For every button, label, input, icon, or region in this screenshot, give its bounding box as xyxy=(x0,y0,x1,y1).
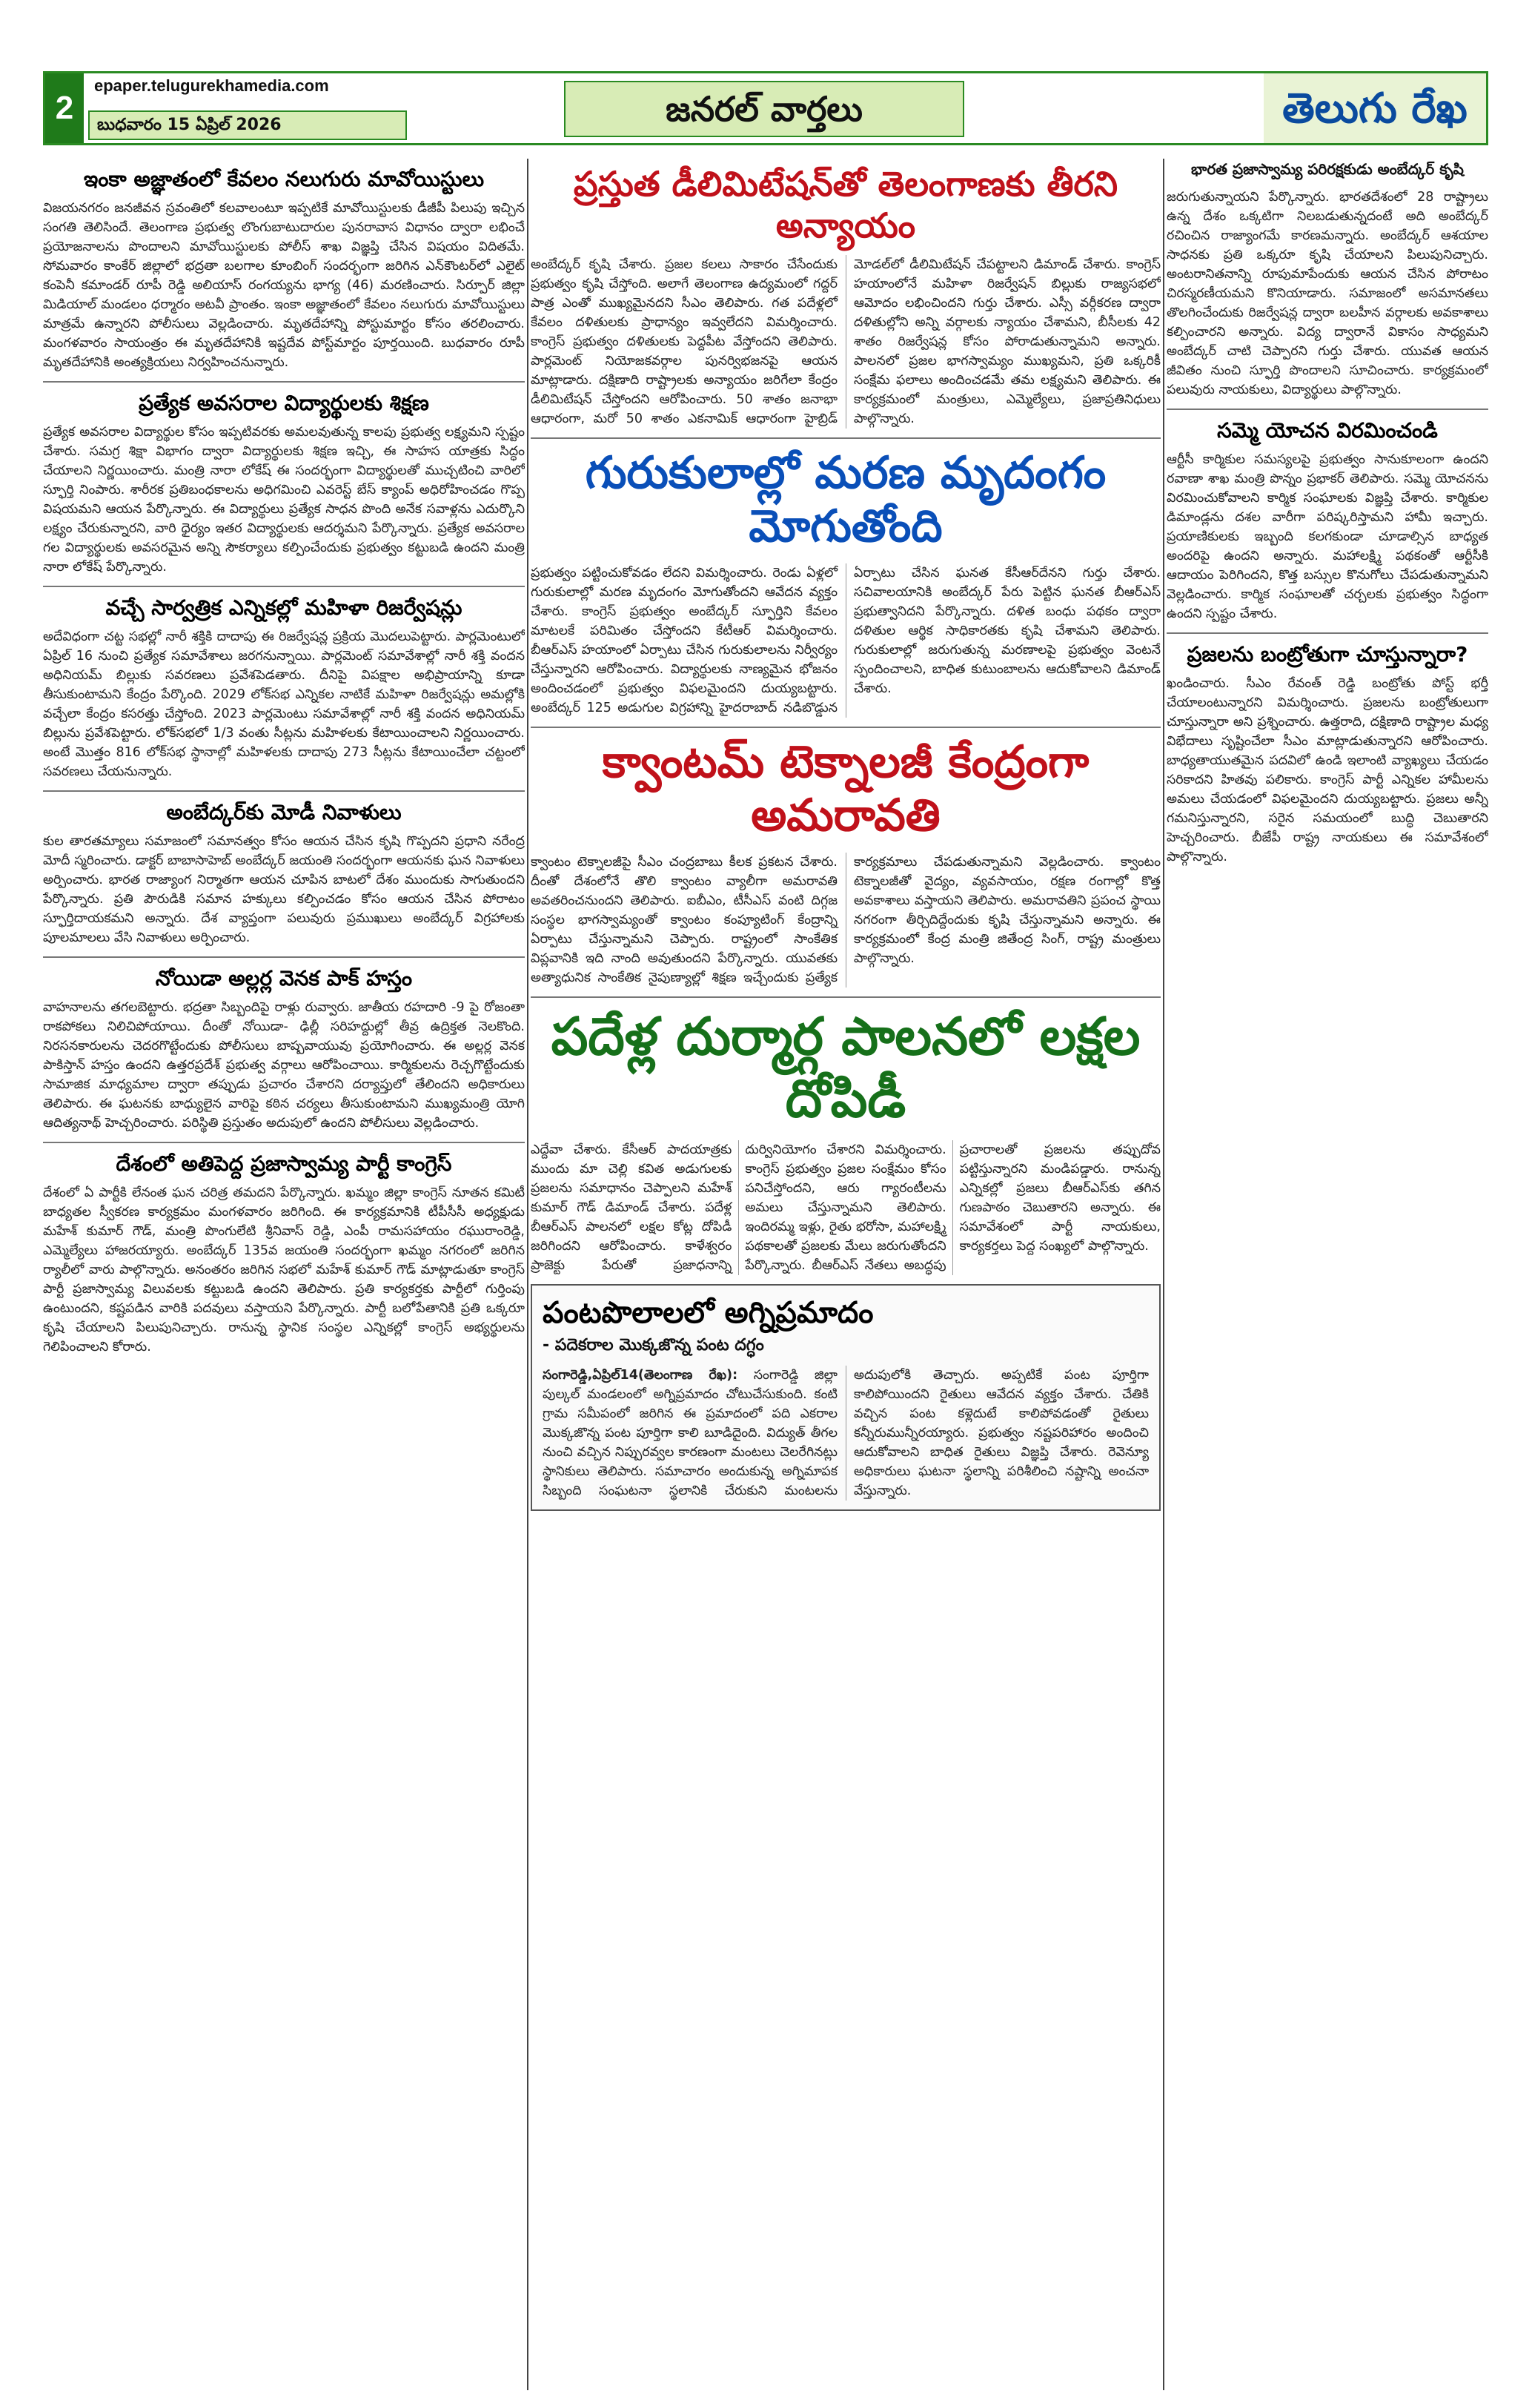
story-bantrotu xyxy=(1167,641,1488,867)
divider xyxy=(1167,632,1488,634)
story-strike xyxy=(1167,417,1488,624)
middle-column xyxy=(531,159,1161,2390)
story-modi-tribute xyxy=(43,799,525,947)
story-body xyxy=(543,1366,1149,1501)
story-body: క్వాంటం టెక్నాలజీపై సీఎం చంద్రబాబు కీలక ప్రకటన చేశారు. దీంతో దేశంలోనే తొలి క్వాంటం వ్యాలీగా అమరావతి అవతరించనుందని తెలిపారు. ఐబీఎం, టీసీఎస్ వంటి దిగ్గజ సంస్థల భాగస్వామ్యంతో క్వాంటం కంప్యూటింగ్ కేంద్రాన్ని ఏర్పాటు చేస్తున్నామని చెప్పారు. రాష్ట్రంలో సాంకేతిక విప్లవానికి ఇది నాంది అవుతుందని పేర్కొన్నారు. యువతకు అత్యాధునిక సాంకేతిక నైపుణ్యాల్లో శిక్షణ ఇచ్చేందుకు ప్రత్యేక కార్యక్రమాలు చేపడుతున్నామని వెల్లడించారు. క్వాంటం టెక్నాలజీతో వైద్యం, వ్యవసాయం, రక్షణ రంగాల్లో కొత్త అవకాశాలు వస్తాయని తెలిపారు. అమరావతిని ప్రపంచ స్థాయి నగరంగా తీర్చిదిద్దేందుకు కృషి చేస్తున్నామని అన్నారు. ఈ కార్యక్రమంలో కేంద్ర మంత్రి జితేంద్ర సింగ్, రాష్ట్ర మంత్రులు పాల్గొన్నారు. xyxy=(531,855,1161,985)
story-headline[interactable]: క్వాంటమ్ టెక్నాలజీ కేంద్రంగా అమరావతి xyxy=(602,736,1090,841)
story-headline[interactable]: అంబేద్కర్‌కు మోడీ నివాళులు xyxy=(166,800,402,824)
story-headline[interactable]: ప్రజలను బంట్రోతుగా చూస్తున్నారా? xyxy=(1187,642,1468,666)
right-column xyxy=(1167,159,1488,2390)
story-headline[interactable]: భారత ప్రజాస్వామ్య పరిరక్షకుడు అంబేద్కర్ కృషి xyxy=(1191,160,1464,178)
story-body: ఆర్టీసీ కార్మికుల సమస్యలపై ప్రభుత్వం సానుకూలంగా ఉందని రవాణా శాఖ మంత్రి పొన్నం ప్రభాకర్ తెలిపారు. సమ్మె యోచనను విరమించుకోవాలని కార్మిక సంఘాలకు విజ్ఞప్తి చేశారు. కార్మికుల డిమాండ్లను దశల వారీగా పరిష్కరిస్తామని హామీ ఇచ్చారు. ప్రయాణికులకు ఇబ్బంది కలగకుండా చూడాల్సిన బాధ్యత అందరిపై ఉందని అన్నారు. మహాలక్ష్మి పథకంతో ఆర్టీసీకి ఆదాయం పెరిగిందని, కొత్త బస్సుల కొనుగోలు చేపడుతున్నామని వెల్లడించారు. కార్మిక సంఘాలతో చర్చలకు ప్రభుత్వం సిద్ధంగా ఉందని స్పష్టం చేశారు. xyxy=(1167,452,1488,621)
divider xyxy=(43,956,525,958)
story-congress xyxy=(43,1151,525,1357)
story-noida-riots xyxy=(43,965,525,1133)
divider xyxy=(531,996,1161,998)
story-body: ఎద్దేవా చేశారు. కేసీఆర్ పాదయాత్రకు ముందు మా చెల్లి కవిత అడుగులకు ప్రజలను సమాధానం చెప్పాలని మహేశ్ కుమార్ గౌడ్ డిమాండ్ చేశారు. పదేళ్ల బీఆర్ఎస్ పాలనలో లక్షల కోట్ల దోపిడీ జరిగిందని ఆరోపించారు. కాళేశ్వరం ప్రాజెక్టు పేరుతో ప్రజాధనాన్ని దుర్వినియోగం చేశారని విమర్శించారు. కాంగ్రెస్ ప్రభుత్వం ప్రజల సంక్షేమం కోసం పనిచేస్తోందని, ఆరు గ్యారంటీలను అమలు చేస్తున్నామని తెలిపారు. ఇందిరమ్మ ఇళ్లు, రైతు భరోసా, మహాలక్ష్మి పథకాలతో ప్రజలకు మేలు జరుగుతోందని పేర్కొన్నారు. బీఆర్ఎస్ నేతలు అబద్ధపు ప్రచారాలతో ప్రజలను తప్పుదోవ పట్టిస్తున్నారని మండిపడ్డారు. రానున్న ఎన్నికల్లో ప్రజలు బీఆర్ఎస్‌కు తగిన గుణపాఠం చెబుతారని అన్నారు. ఈ సమావేశంలో పార్టీ నాయకులు, కార్యకర్తలు పెద్ద సంఖ్యలో పాల్గొన్నారు. xyxy=(531,1142,1161,1273)
story-headline[interactable]: పదేళ్ల దుర్మార్గ పాలనలో లక్షల దోపిడీ xyxy=(551,1006,1141,1129)
story-body: ప్రభుత్వం పట్టించుకోవడం లేదని విమర్శించారు. రెండు ఏళ్లలో గురుకులాల్లో మరణ మృదంగం మోగుతోందని ఆవేదన వ్యక్తం చేశారు. కాంగ్రెస్ ప్రభుత్వం అంబేద్కర్ స్ఫూర్తిని కేవలం మాటలకే పరిమితం చేస్తోందని కేటీఆర్ విమర్శించారు. బీఆర్ఎస్ హయాంలో ఏర్పాటు చేసిన గురుకులాలను నిర్వీర్యం చేస్తున్నారని ఆరోపించారు. విద్యార్థులకు నాణ్యమైన భోజనం అందించడంలో ప్రభుత్వం విఫలమైందని దుయ్యబట్టారు. అంబేద్కర్ 125 అడుగుల విగ్రహాన్ని హైదరాబాద్ నడిబొడ్డున ఏర్పాటు చేసిన ఘనత కేసీఆర్‌దేనని గుర్తు చేశారు. సచివాలయానికి అంబేద్కర్ పేరు పెట్టిన ఘనత బీఆర్ఎస్ ప్రభుత్వానిదని పేర్కొన్నారు. దళిత బంధు పథకం ద్వారా దళితుల ఆర్థిక సాధికారతకు కృషి చేశామని తెలిపారు. గురుకులాల్లో జరుగుతున్న మరణాలపై ప్రభుత్వం వెంటనే స్పందించాలని, బాధిత కుటుంబాలను ఆదుకోవాలని డిమాండ్ చేశారు. xyxy=(531,566,1161,715)
column-divider xyxy=(1163,159,1164,2390)
story-delimitation xyxy=(531,163,1161,429)
story-body: ఖండించారు. సీఎం రేవంత్ రెడ్డి బంట్రోతు పోస్ట్ భర్తీ చేయాలంటున్నారని విమర్శించారు. ప్రజలను బంట్రోతులుగా చూస్తున్నారా అని ప్రశ్నించారు. ఉత్తరాది, దక్షిణాది రాష్ట్రాల మధ్య విభేదాలు సృష్టించేలా సీఎం మాట్లాడుతున్నారని ఆరోపించారు. బాధ్యతాయుతమైన పదవిలో ఉండి ఇలాంటి వ్యాఖ్యలు చేయడం సరికాదని హితవు పలికారు. కాంగ్రెస్ పార్టీ ఎన్నికల హామీలను అమలు చేయడంలో విఫలమైందని దుయ్యబట్టారు. ప్రజలు అన్నీ గమనిస్తున్నారని, సరైన సమయంలో బుద్ధి చెబుతారని హెచ్చరించారు. బీజేపీ రాష్ట్ర నాయకులు ఈ సమావేశంలో పాల్గొన్నారు. xyxy=(1167,676,1488,864)
divider xyxy=(43,790,525,792)
story-text: సంగారెడ్డి జిల్లా పుల్కల్ మండలంలో అగ్నిప్రమాదం చోటుచేసుకుంది. కంటి గ్రామ సమీపంలో జరిగిన ఈ ప్రమాదంలో పది ఎకరాల మొక్కజొన్న పంట పూర్తిగా కాలి బూడిదైంది. విద్యుత్ తీగల నుంచి వచ్చిన నిప్పురవ్వల కారణంగా మంటలు చెలరేగినట్లు స్థానికులు తెలిపారు. సమాచారం అందుకున్న అగ్నిమాపక సిబ్బంది సంఘటనా స్థలానికి చేరుకుని మంటలను అదుపులోకి తెచ్చారు. అప్పటికే పంట పూర్తిగా కాలిపోయిందని రైతులు ఆవేదన వ్యక్తం చేశారు. చేతికి వచ్చిన పంట కళ్లెదుటే కాలిపోవడంతో రైతులు కన్నీరుమున్నీరయ్యారు. ప్రభుత్వం నష్టపరిహారం అందించి ఆదుకోవాలని బాధిత రైతులు విజ్ఞప్తి చేశారు. రెవెన్యూ అధికారులు ఘటనా స్థలాన్ని పరిశీలించి నష్టాన్ని అంచనా వేస్తున్నారు. xyxy=(543,1368,1149,1498)
column-divider xyxy=(527,159,528,2390)
story-gurukul xyxy=(531,446,1161,718)
site-url[interactable]: epaper.telugurekhamedia.com xyxy=(94,76,329,95)
masthead xyxy=(43,71,1488,145)
story-headline[interactable]: గురుకులాల్లో మరణ మృదంగం మోగుతోంది xyxy=(585,447,1107,552)
story-misrule xyxy=(531,1005,1161,1275)
story-ambedkar xyxy=(1167,160,1488,400)
story-headline[interactable]: దేశంలో అతిపెద్ద ప్రజాస్వామ్య పార్టీ కాంగ్రెస్ xyxy=(116,1151,452,1176)
story-body: ప్రత్యేక అవసరాల విద్యార్థుల కోసం ఇప్పటివరకు అమలవుతున్న కాలపు ప్రభుత్వ లక్ష్యమని స్పష్టం చేశారు. సమగ్ర శిక్షా విభాగం ద్వారా విద్యార్థులకు శిక్షణ ఇచ్చి, ఈ సాహస యాత్రకు సిద్ధం చేయాలని నిర్ణయించారు. మంత్రి నారా లోకేష్ ఈ సందర్భంగా విద్యార్థులతో ముచ్చటించి వారిలో స్ఫూర్తి నింపారు. శారీరక ప్రతిబంధకాలను అధిగమించి ఎవరెస్ట్ బేస్ క్యాంప్ అధిరోహించడం గొప్ప విషయమని ఆయన పేర్కొన్నారు. ఈ విద్యార్థులు ప్రత్యేక సాధన పొంది అనేక సవాళ్లను ఎదుర్కొని లక్ష్యం చేరుకున్నారని, వారి ధైర్యం ఇతర విద్యార్థులకు ఆదర్శమని పేర్కొన్నారు. ప్రత్యేక అవసరాల గల విద్యార్థులకు అవసరమైన అన్ని సౌకర్యాలు కల్పించేందుకు ప్రభుత్వం కట్టుబడి ఉందని మంత్రి నారా లోకేష్ పేర్కొన్నారు. xyxy=(43,425,525,575)
divider xyxy=(531,727,1161,728)
story-maoists xyxy=(43,166,525,372)
story-body: అంబేద్కర్ కృషి చేశారు. ప్రజల కలలు సాకారం చేసేందుకు ప్రభుత్వం కృషి చేస్తోంది. అలాగే తెలంగాణ ఉద్యమంలో గద్దర్ పాత్ర ఎంతో ముఖ్యమైనదని సీఎం తెలిపారు. గత పదేళ్లలో కేవలం దళితులకు ప్రాధాన్యం ఇవ్వలేదని విమర్శించారు. కాంగ్రెస్ ప్రభుత్వం దళితులకు పెద్దపీట వేస్తోందని తెలిపారు. పార్లమెంట్ నియోజకవర్గాల పునర్విభజనపై ఆయన మాట్లాడారు. దక్షిణాది రాష్ట్రాలకు అన్యాయం జరిగేలా కేంద్రం డీలిమిటేషన్ చేస్తోందని ఆరోపించారు. 50 శాతం జనాభా ఆధారంగా, మరో 50 శాతం ఎకనామిక్ ఆధారంగా హైబ్రిడ్ మోడల్‌లో డీలిమిటేషన్ చేపట్టాలని డిమాండ్ చేశారు. కాంగ్రెస్ హయాంలోనే మహిళా రిజర్వేషన్ బిల్లుకు రాజ్యసభలో ఆమోదం లభించిందని గుర్తు చేశారు. ఎస్సీ వర్గీకరణ ద్వారా దళితుల్లోని అన్ని వర్గాలకు న్యాయం చేశామని, బీసీలకు 42 శాతం రిజర్వేషన్ల కోసం పోరాడుతున్నామని అన్నారు. పాలనలో ప్రజల భాగస్వామ్యం ముఖ్యమని, ప్రతి ఒక్కరికీ సంక్షేమ ఫలాలు అందించడమే తమ లక్ష్యమని తెలిపారు. ఈ కార్యక్రమంలో మంత్రులు, ఎమ్మెల్యేలు, ప్రజాప్రతినిధులు పాల్గొన్నారు. xyxy=(531,257,1161,426)
story-headline[interactable]: ప్రత్యేక అవసరాల విద్యార్థులకు శిక్షణ xyxy=(139,391,429,415)
paper-logo: తెలుగు రేఖ xyxy=(1264,73,1486,143)
story-headline[interactable]: నోయిడా అల్లర్ల వెనక పాక్ హస్తం xyxy=(155,966,413,990)
story-headline[interactable]: ప్రస్తుత డీలిమిటేషన్‌తో తెలంగాణకు తీరని అన్యాయం xyxy=(573,164,1118,245)
story-special-students xyxy=(43,390,525,577)
story-crop-fire xyxy=(531,1284,1161,1511)
story-headline[interactable]: సమ్మె యోచన విరమించండి xyxy=(1217,418,1438,443)
divider xyxy=(43,1142,525,1143)
story-women-reservation xyxy=(43,595,525,781)
page-number: 2 xyxy=(45,73,84,143)
dateline: సంగారెడ్డి,ఏప్రిల్14(తెలంగాణ రేఖ): xyxy=(543,1368,738,1383)
story-subheadline: - పదెకరాల మొక్కజొన్న పంట దగ్ధం xyxy=(543,1336,764,1354)
story-body: విజయనగరం జనజీవన స్రవంతిలో కలవాలంటూ ఇప్పటికే మావోయిస్టులకు డీజీపీ పిలుపు ఇచ్చిన సంగతి తెలిసిందే. తెలంగాణ ప్రభుత్వ లొంగుబాటుదారుల పునరావాస విధానం ద్వారా లభించే ప్రయోజనాలను పొందాలని మావోయిస్టులకు పోలీస్ శాఖ విజ్ఞప్తి చేసిన విషయం విదితమే. సోమవారం కాంకేర్ జిల్లాలో భద్రతా బలగాల కూంబింగ్ సందర్భంగా జరిగిన ఎన్‌కౌంటర్‌లో ఎలైట్ కంపెనీ కమాండర్ రూపీ రెడ్డి అలియాస్ రంగయ్యను భాగ్య (46) మరణించారు. సిర్పూర్ జిల్లా మిడియాల్ మండలం ధర్మారం అటవీ ప్రాంతం. ఇంకా అజ్ఞాతంలో కేవలం నలుగురు మావోయిస్టులు మాత్రమే ఉన్నారని పోలీసులు వెల్లడించారు. మృతదేహాన్ని పోస్టుమార్టం కోసం తరలించారు. మంగళవారం సాయంత్రం ఈ మృతదేహానికి ఇష్టదేవ పోస్ట్‌మార్టం పూర్తయింది. బుధవారం రూపీ మృతదేహానికి అంత్యక్రియలు నిర్వహించనున్నారు. xyxy=(43,201,525,370)
divider xyxy=(43,586,525,587)
story-body: జరుగుతున్నాయని పేర్కొన్నారు. భారతదేశంలో 28 రాష్ట్రాలు ఉన్న దేశం ఒక్కటిగా నిలబడుతున్నదంటే అది అంబేద్కర్ రచించిన రాజ్యాంగమే కారణమన్నారు. అంబేద్కర్ ఆశయాల సాధనకు ప్రతి ఒక్కరూ కృషి చేయాలని పిలుపునిచ్చారు. అంటరానితనాన్ని రూపుమాపేందుకు ఆయన చేసిన పోరాటం చిరస్మరణీయమని కొనియాడారు. సమాజంలో అసమానతలు తొలగించేందుకు రిజర్వేషన్ల ద్వారా బలహీన వర్గాలకు అవకాశాలు కల్పించారని అన్నారు. విద్య ద్వారానే వికాసం సాధ్యమని అంబేద్కర్ చాటి చెప్పారని గుర్తు చేశారు. యువత ఆయన జీవితం నుంచి స్ఫూర్తి పొందాలని సూచించారు. కార్యక్రమంలో పలువురు నాయకులు, విద్యార్థులు పాల్గొన్నారు. xyxy=(1167,190,1488,397)
story-headline[interactable]: పంటపొలాలలో అగ్నిప్రమాదం xyxy=(543,1296,874,1330)
edition-date: బుధవారం 15 ఏప్రిల్ 2026 xyxy=(88,110,407,140)
story-body: అదేవిధంగా చట్ట సభల్లో నారీ శక్తికి దాదాపు ఈ రిజర్వేషన్ల ప్రక్రియ మొదలుపెట్టారు. పార్లమెంటులో ఏప్రిల్ 16 నుంచి ప్రత్యేక సమావేశాలు జరగనున్నాయి. పార్లమెంట్ సమావేశాల్లో నారీ శక్తి వందన అధినియమ్ బిల్లుకు సవరణలు ప్రవేశపెడతారు. దీనిపై విపక్షాల అభిప్రాయాన్ని కూడా తీసుకుంటామని కేంద్రం పేర్కొంది. 2029 లోక్‌సభ ఎన్నికల నాటికే మహిళా రిజర్వేషన్లు అమల్లోకి వచ్చేలా కేంద్రం కసరత్తు చేస్తోంది. 2023 పార్లమెంటు సమావేశాల్లో నారీ శక్తి వందన అధినియమ్ బిల్లును ప్రవేశపెట్టారు. లోక్‌సభలో 1/3 వంతు సీట్లను మహిళలకు కేటాయించాలని నిర్ణయించారు. అంటే మొత్తం 816 లోక్‌సభ స్థానాల్లో మహిళలకు దాదాపు 273 సీట్లను కేటాయించేలా చట్టంలో సవరణలు చేయనున్నారు. xyxy=(43,629,525,779)
story-quantum xyxy=(531,735,1161,988)
divider xyxy=(43,381,525,383)
story-headline[interactable]: ఇంకా అజ్ఞాతంలో కేవలం నలుగురు మావోయిస్టులు xyxy=(83,167,485,191)
story-body: కుల తారతమ్యాలు సమాజంలో సమానత్వం కోసం ఆయన చేసిన కృషి గొప్పదని ప్రధాని నరేంద్ర మోదీ స్మరించారు. డాక్టర్ బాబాసాహెబ్ అంబేద్కర్ జయంతి సందర్భంగా ఆయనకు ఘన నివాళులు అర్పించారు. భారత రాజ్యాంగ నిర్మాతగా ఆయన చూపిన బాటలో దేశం ముందుకు సాగుతుందని పేర్కొన్నారు. ప్రతి పౌరుడికి సమాన హక్కులు కల్పించడం కోసం ఆయన చేసిన పోరాటం స్ఫూర్తిదాయకమని అన్నారు. దేశ వ్యాప్తంగా పలువురు ప్రముఖులు అంబేద్కర్ విగ్రహాలకు పూలమాలలు వేసి నివాళులు అర్పించారు. xyxy=(43,834,525,945)
story-body: దేశంలో ఏ పార్టీకి లేనంత ఘన చరిత్ర తమదని పేర్కొన్నారు. ఖమ్మం జిల్లా కాంగ్రెస్ నూతన కమిటీ బాధ్యతల స్వీకరణ కార్యక్రమం మంగళవారం జరిగింది. ఈ కార్యక్రమానికి టీపీసీసీ అధ్యక్షుడు మహేశ్ కుమార్ గౌడ్, మంత్రి పొంగులేటి శ్రీనివాస్ రెడ్డి, ఎంపీ రామసహాయం రఘురాంరెడ్డి, ఎమ్మెల్యేలు హాజరయ్యారు. అంబేద్కర్ 135వ జయంతి సందర్భంగా ఖమ్మం నగరంలో జరిగిన ర్యాలీలో వారు పాల్గొన్నారు. అనంతరం జరిగిన సభలో మహేశ్ కుమార్ గౌడ్ మాట్లాడుతూ కాంగ్రెస్ పార్టీ ప్రజాస్వామ్య విలువలకు కట్టుబడి ఉందని తెలిపారు. ప్రతి కార్యకర్తకు పార్టీలో గుర్తింపు ఉంటుందని, కష్టపడిన వారికి పదవులు వస్తాయని పేర్కొన్నారు. పార్టీ బలోపేతానికి ప్రతి ఒక్కరూ కృషి చేయాలని పిలుపునిచ్చారు. రానున్న స్థానిక సంస్థల ఎన్నికల్లో కాంగ్రెస్ అభ్యర్థులను గెలిపించాలని కోరారు. xyxy=(43,1185,525,1354)
section-title: జనరల్ వార్తలు xyxy=(564,81,964,137)
story-headline[interactable]: వచ్చే సార్వత్రిక ఎన్నికల్లో మహిళా రిజర్వేషన్లు xyxy=(105,595,462,620)
divider xyxy=(1167,408,1488,410)
left-column xyxy=(43,159,525,2390)
divider xyxy=(531,437,1161,439)
story-body: వాహనాలను తగలబెట్టారు. భద్రతా సిబ్బందిపై రాళ్లు రువ్వారు. జాతీయ రహదారి -9 పై రోజంతా రాకపోకలు నిలిచిపోయాయి. దీంతో నోయిడా- ఢిల్లీ సరిహద్దుల్లో తీవ్ర ఉద్రిక్తత నెలకొంది. నిరసనకారులను చెదరగొట్టేందుకు పోలీసులు బాష్పవాయువు ప్రయోగించారు. ఈ అల్లర్ల వెనక పాకిస్తాన్ హస్తం ఉందని ఉత్తరప్రదేశ్ ప్రభుత్వ వర్గాలు ఆరోపించాయి. కార్మికులను రెచ్చగొట్టేందుకు సామాజిక మాధ్యమాల ద్వారా తప్పుడు ప్రచారం చేశారని దర్యాప్తులో తేలిందని అధికారులు తెలిపారు. ఈ ఘటనకు బాధ్యులైన వారిపై కఠిన చర్యలు తీసుకుంటామని ముఖ్యమంత్రి యోగి ఆదిత్యనాథ్ హెచ్చరించారు. పరిస్థితి ప్రస్తుతం అదుపులో ఉందని పోలీసులు వెల్లడించారు. xyxy=(43,1000,525,1131)
